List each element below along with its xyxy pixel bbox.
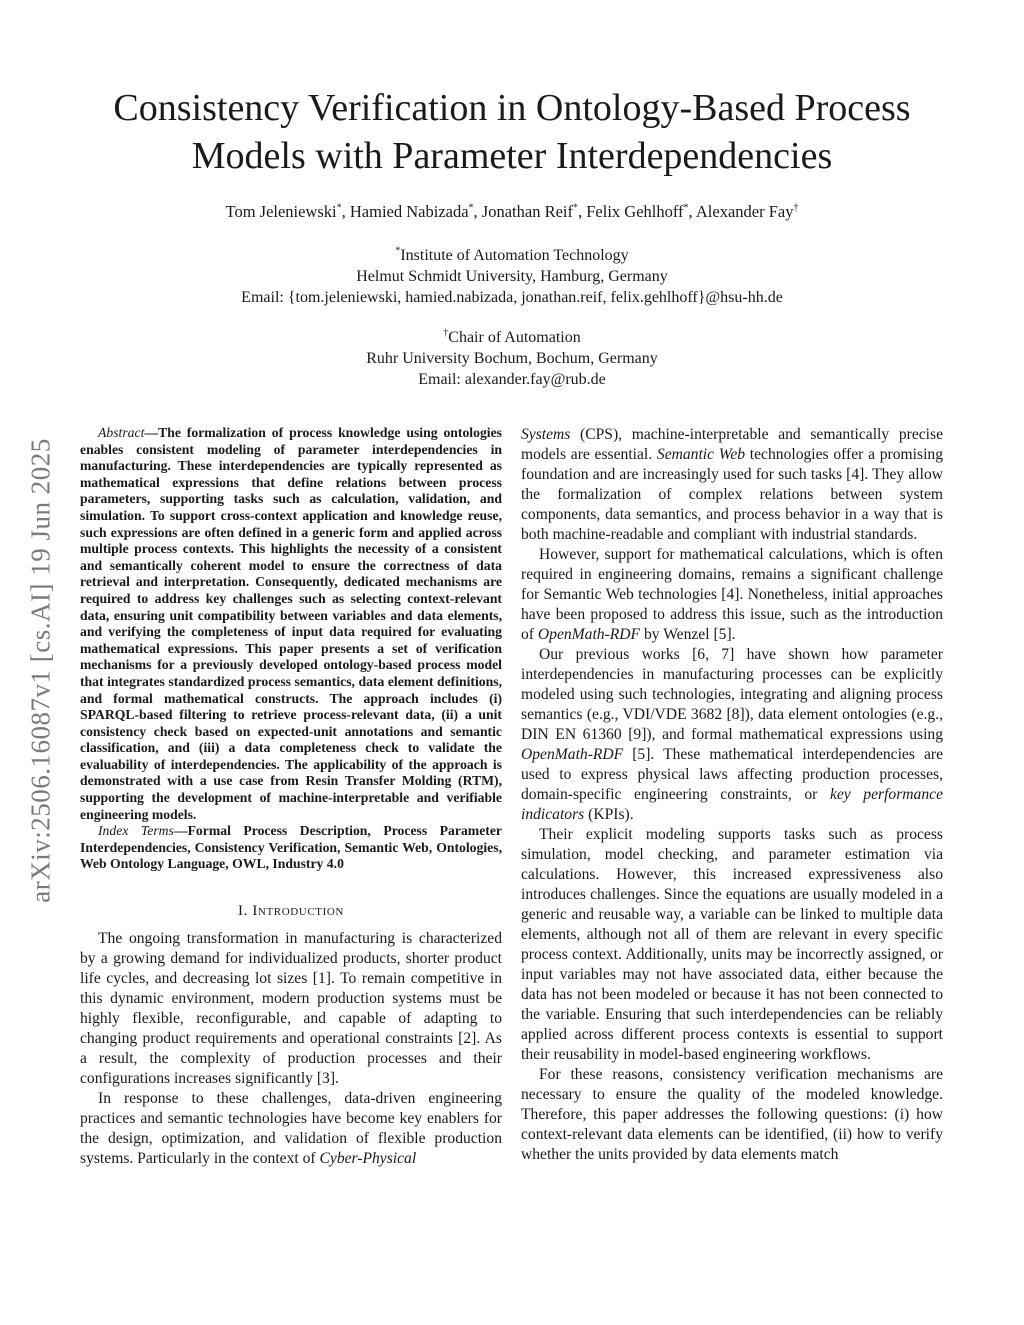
abstract: [80, 425, 502, 823]
affiliation-university: Helmut Schmidt University, Hamburg, Germany: [356, 268, 668, 285]
body-paragraph: Systems (CPS), machine-interpretable and semantically precise models are essential. Semantic Web technologies offer a promising foundation and are increasingly used for such tasks [4]. They allow the formalization of complex relations between system components, data semantics, and process behavior in a way that is both machine-readable and compliant with industrial standards.: [521, 426, 943, 543]
affiliation-university: Ruhr University Bochum, Bochum, Germany: [366, 350, 658, 367]
author-name: Jonathan Reif: [481, 202, 573, 221]
affiliation-email: Email: alexander.fay@rub.de: [418, 371, 606, 388]
body-paragraph: For these reasons, consistency verification mechanisms are necessary to ensure the quality of the modeled knowledge. Therefore, this paper addresses the following questions: (i) how context-relevant data elements can be identified, (ii) how to verify whether the units provided by data elements match: [521, 1066, 943, 1163]
body-paragraph: In response to these challenges, data-driven engineering practices and semantic technologies have become key enablers for the design, optimization, and validation of flexible production systems. Particularly in the context of Cyber-Physical: [80, 1090, 502, 1168]
arxiv-identifier: arXiv:2506.16087v1 [cs.AI] 19 Jun 2025: [25, 437, 56, 903]
author-list: Tom Jeleniewski*, Hamied Nabizada*, Jonathan Reif*, Felix Gehlhoff*, Alexander Fay†: [225, 202, 799, 221]
body-paragraph: The ongoing transformation in manufacturing is characterized by a growing demand for individualized products, shorter product life cycles, and decreasing lot sizes [1]. To remain competitive in this dynamic environment, modern production systems must be highly flexible, reconfigurable, and capable of adapting to changing product requirements and operational constraints [2]. As a result, the complexity of production processes and their configurations increases significantly [3].: [80, 930, 502, 1088]
affiliation-mark: †: [443, 327, 449, 339]
affiliation-mark: *: [336, 202, 342, 214]
affiliation-mark: *: [395, 245, 401, 257]
right-column: [521, 425, 943, 1165]
affiliation-name: Chair of Automation: [448, 329, 581, 346]
index-terms: [80, 823, 502, 873]
body-paragraph: Their explicit modeling supports tasks such as process simulation, model checking, and parameter estimation via calculations. However, this increased expressiveness also introduces challenges. Since the equations are usually modeled in a generic and reusable way, a variable can be linked to multiple data elements, although not all of them are relevant in every specific process context. Additionally, units may be incorrectly assigned, or input variables may not have associated data, either because the data has not been modeled or because it has not been connected to the variable. Ensuring that such interdependencies can be reliably applied across different process contexts is essential to support their reusability in model-based engineering workflows.: [521, 826, 943, 1063]
author-name: Hamied Nabizada: [349, 202, 469, 221]
author-name: Felix Gehlhoff: [586, 202, 684, 221]
author-name: Tom Jeleniewski: [225, 202, 337, 221]
author-name: Alexander Fay: [695, 202, 794, 221]
affiliation-mark: *: [468, 202, 474, 214]
arxiv-sidebar-stamp: [8, 380, 74, 960]
paper-title: [60, 84, 964, 180]
body-paragraph: However, support for mathematical calculations, which is often required in engineering domains, remains a significant challenge for Semantic Web technologies [4]. Nonetheless, initial approaches have been proposed to address this issue, such as the introduction of OpenMath-RDF by Wenzel [5].: [521, 546, 943, 643]
affiliation-block-1: [60, 245, 964, 308]
affiliation-mark: *: [683, 202, 689, 214]
title-line-2: Models with Parameter Interdependencies: [191, 135, 833, 177]
body-paragraph: Our previous works [6, 7] have shown how parameter interdependencies in manufacturing processes can be explicitly modeled using such technologies, integrating and aligning process semantics (e.g., VDI/VDE 3682 [8]), data element ontologies (e.g., DIN EN 61360 [9]), and formal mathematical expressions using OpenMath-RDF [5]. These mathematical interdependencies are used to express physical laws affecting production processes, domain-specific engineering constraints, or key performance indicators (KPIs).: [521, 646, 943, 823]
abstract-label: Abstract: [98, 425, 145, 440]
affiliation-name: Institute of Automation Technology: [400, 247, 629, 264]
affiliation-email: Email: {tom.jeleniewski, hamied.nabizada, jonathan.reif, felix.gehlhoff}@hsu-hh.de: [241, 289, 783, 306]
title-line-1: Consistency Verification in Ontology-Based Process: [113, 87, 911, 129]
left-column: [80, 425, 502, 1169]
section-heading-introduction: I. Introduction: [238, 903, 344, 920]
index-terms-text: —Formal Process Description, Process Parameter Interdependencies, Consistency Verification, Semantic Web, Ontologies, Web Ontology Language, OWL, Industry 4.0: [80, 823, 502, 872]
abstract-text: —The formalization of process knowledge using ontologies enables consistent modeling of parameter interdependencies in manufacturing. These interdependencies are typically represented as mathematical expressions that define relations between process parameters, supporting tasks such as calculation, validation, and simulation. To support cross-context application and knowledge reuse, such expressions are often defined in a generic form and applied across multiple process contexts. This highlights the necessity of a consistent and semantically coherent model to ensure the correctness of data retrieval and interpretation. Consequently, dedicated mechanisms are required to address key challenges such as selecting context-relevant data, ensuring unit compatibility between variables and data elements, and verifying the completeness of input data required for evaluating mathematical expressions. This paper presents a set of verification mechanisms for a previously developed ontology-based process model that integrates standardized process semantics, data element definitions, and formal mathematical constructs. The approach includes (i) SPARQL-based filtering to retrieve process-relevant data, (ii) a unit consistency check based on expected-unit annotations and semantic classification, and (iii) a data completeness check to validate the evaluability of interdependencies. The applicability of the approach is demonstrated with a use case from Resin Transfer Molding (RTM), supporting the development of machine-interpretable and verifiable engineering models.: [80, 425, 502, 822]
affiliation-mark: †: [793, 202, 799, 214]
affiliation-mark: *: [572, 202, 578, 214]
index-terms-label: Index Terms: [98, 823, 174, 839]
affiliation-block-2: [60, 327, 964, 390]
